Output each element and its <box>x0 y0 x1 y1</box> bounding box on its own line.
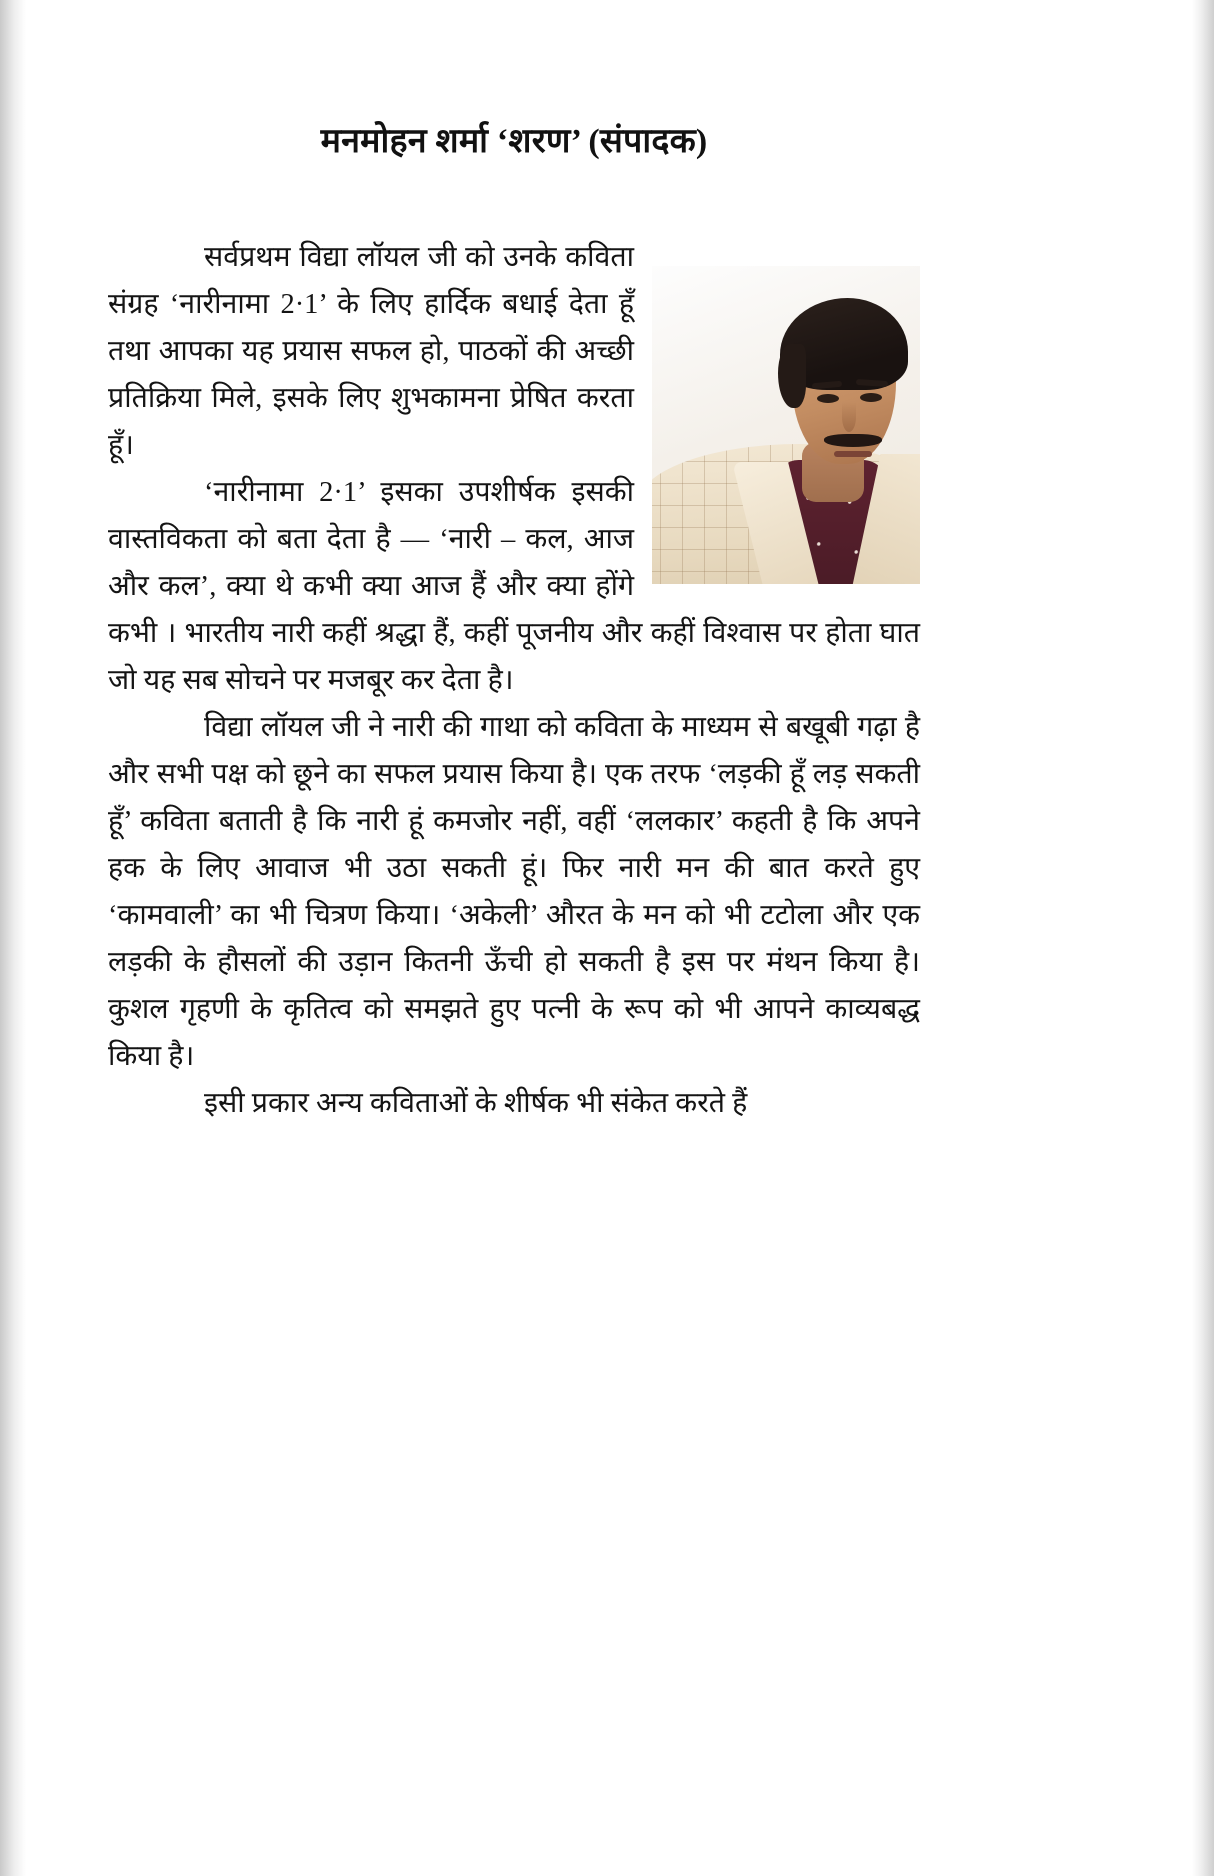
portrait-mouth <box>834 451 872 457</box>
page-title: मनमोहन शर्मा ‘शरण’ (संपादक) <box>320 123 708 160</box>
body-paragraph-2: ‘नारीनामा 2·1’ इसका उपशीर्षक इसकी वास्तविकता को बता देता है — ‘नारी – कल, आज और कल’, क्या थे कभी क्या आज हैं और क्या होंगे कभी । भारतीय नारी कहीं श्रद्धा हैं, कहीं पूजनीय और कहीं विश्वास पर होता घात जो यह सब सोचने पर मजबूर कर देता है। <box>108 477 920 697</box>
body-paragraph-4: इसी प्रकार अन्य कविताओं के शीर्षक भी संकेत करते हैं <box>204 1088 748 1120</box>
portrait-nose <box>842 402 856 432</box>
portrait-hair-side <box>778 344 806 408</box>
author-portrait-photo <box>652 266 920 584</box>
page-content <box>108 120 920 1127</box>
body-paragraph-1: सर्वप्रथम विद्या लॉयल जी को उनके कविता संग्रह ‘नारीनामा 2·1’ के लिए हार्दिक बधाई देता हूँ तथा आपका यह प्रयास सफल हो, पाठकों की अच्छी प्रतिक्रिया मिले, इसके लिए शुभकामना प्रेषित करता हूँ। <box>108 242 634 462</box>
body-paragraph-3: विद्या लॉयल जी ने नारी की गाथा को कविता के माध्यम से बखूबी गढ़ा है और सभी पक्ष को छूने का सफल प्रयास किया है। एक तरफ ‘लड़की हूँ लड़ सकती हूँ’ कविता बताती है कि नारी हूं कमजोर नहीं, वहीं ‘ललकार’ कहती है कि अपने हक के लिए आवाज भी उठा सकती हूं। फिर नारी मन की बात करते हुए ‘कामवाली’ का भी चित्रण किया। ‘अकेली’ औरत के मन को भी टटोला और एक लड़की के हौसलों की उड़ान कितनी ऊँची हो सकती है इस पर मंथन किया है। कुशल गृहणी के कृतित्व को समझते हुए पत्नी के रूप को भी आपने काव्यबद्ध किया है। <box>108 712 920 1073</box>
